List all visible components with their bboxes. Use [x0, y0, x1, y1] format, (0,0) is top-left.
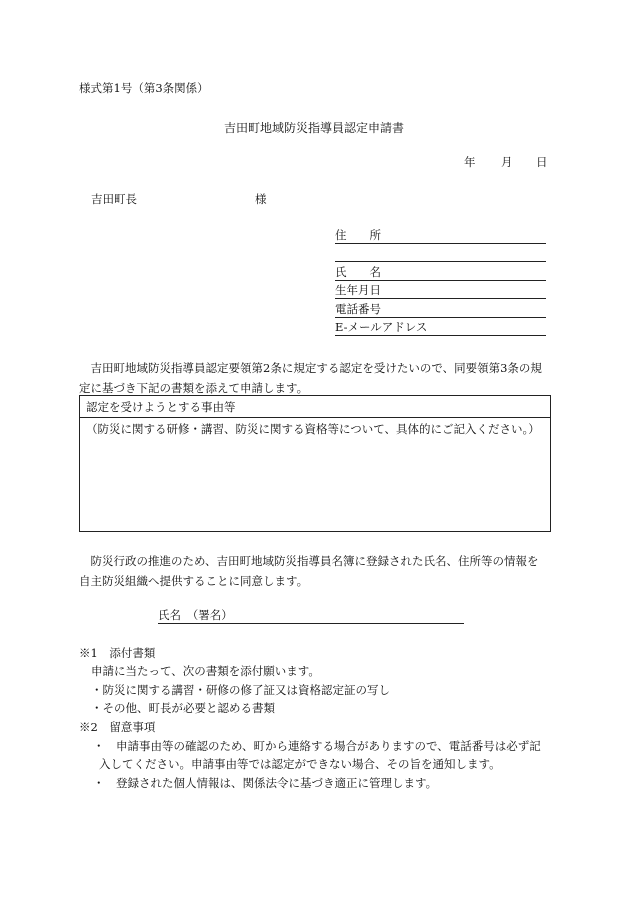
address-label: 住 所	[335, 227, 381, 242]
address-field[interactable]	[335, 228, 546, 244]
reason-box	[79, 395, 551, 532]
consent-line-2: 自主防災組織へ提供することに同意します。	[79, 574, 309, 588]
addressee-name: 吉田町長	[91, 192, 137, 206]
remark-item-1-line-2: 入してください。申請事由等では認定ができない場合、その旨を通知します。	[99, 757, 501, 771]
attachment-item-1: ・防災に関する講習・研修の修了証又は資格認定証の写し	[91, 683, 390, 697]
address-field-line2[interactable]	[335, 246, 546, 262]
remarks-heading: ※2 留意事項	[79, 720, 156, 734]
consent-paragraph	[79, 551, 551, 591]
birthdate-field[interactable]	[335, 283, 546, 299]
email-label: E-メールアドレス	[335, 319, 428, 334]
consent-line-1: 防災行政の推進のため、吉田町地域防災指導員名簿に登録された氏名、住所等の情報を	[79, 554, 539, 568]
attachment-item-2: ・その他、町長が必要と認める書類	[91, 701, 275, 715]
form-number: 様式第1号（第3条関係）	[79, 81, 209, 95]
date-month: 月	[501, 155, 513, 169]
intro-line-2: 定に基づき下記の書類を添えて申請します。	[79, 381, 309, 395]
name-field[interactable]	[335, 265, 546, 281]
remark-item-1-line-1: ・ 申請事由等の確認のため、町から連絡する場合がありますので、電話番号は必ず記	[93, 739, 541, 753]
phone-field[interactable]	[335, 302, 546, 318]
name-label: 氏 名	[335, 264, 381, 279]
birthdate-label: 生年月日	[335, 282, 381, 297]
intro-line-1: 吉田町地域防災指導員認定要領第2条に規定する認定を受けたいので、同要領第3条の規	[79, 361, 542, 375]
date-day: 日	[536, 155, 548, 169]
document-title: 吉田町地域防災指導員認定申請書	[224, 121, 405, 135]
addressee-honorific: 様	[255, 192, 267, 206]
signature-label: 氏名 （署名）	[158, 607, 233, 622]
phone-label: 電話番号	[335, 301, 381, 316]
attachments-heading: ※1 添付書類	[79, 646, 156, 660]
intro-paragraph	[79, 358, 551, 398]
signature-line[interactable]	[158, 608, 464, 624]
reason-box-header: 認定を受けようとする事由等	[80, 396, 550, 418]
date-year: 年	[464, 155, 476, 169]
reason-box-hint[interactable]: （防災に関する研修・講習、防災に関する資格等について、具体的にご記入ください。）	[86, 422, 540, 436]
email-field[interactable]	[335, 320, 546, 336]
remark-item-2: ・ 登録された個人情報は、関係法令に基づき適正に管理します。	[93, 776, 438, 790]
attachments-intro: 申請に当たって、次の書類を添付願います。	[91, 664, 320, 678]
